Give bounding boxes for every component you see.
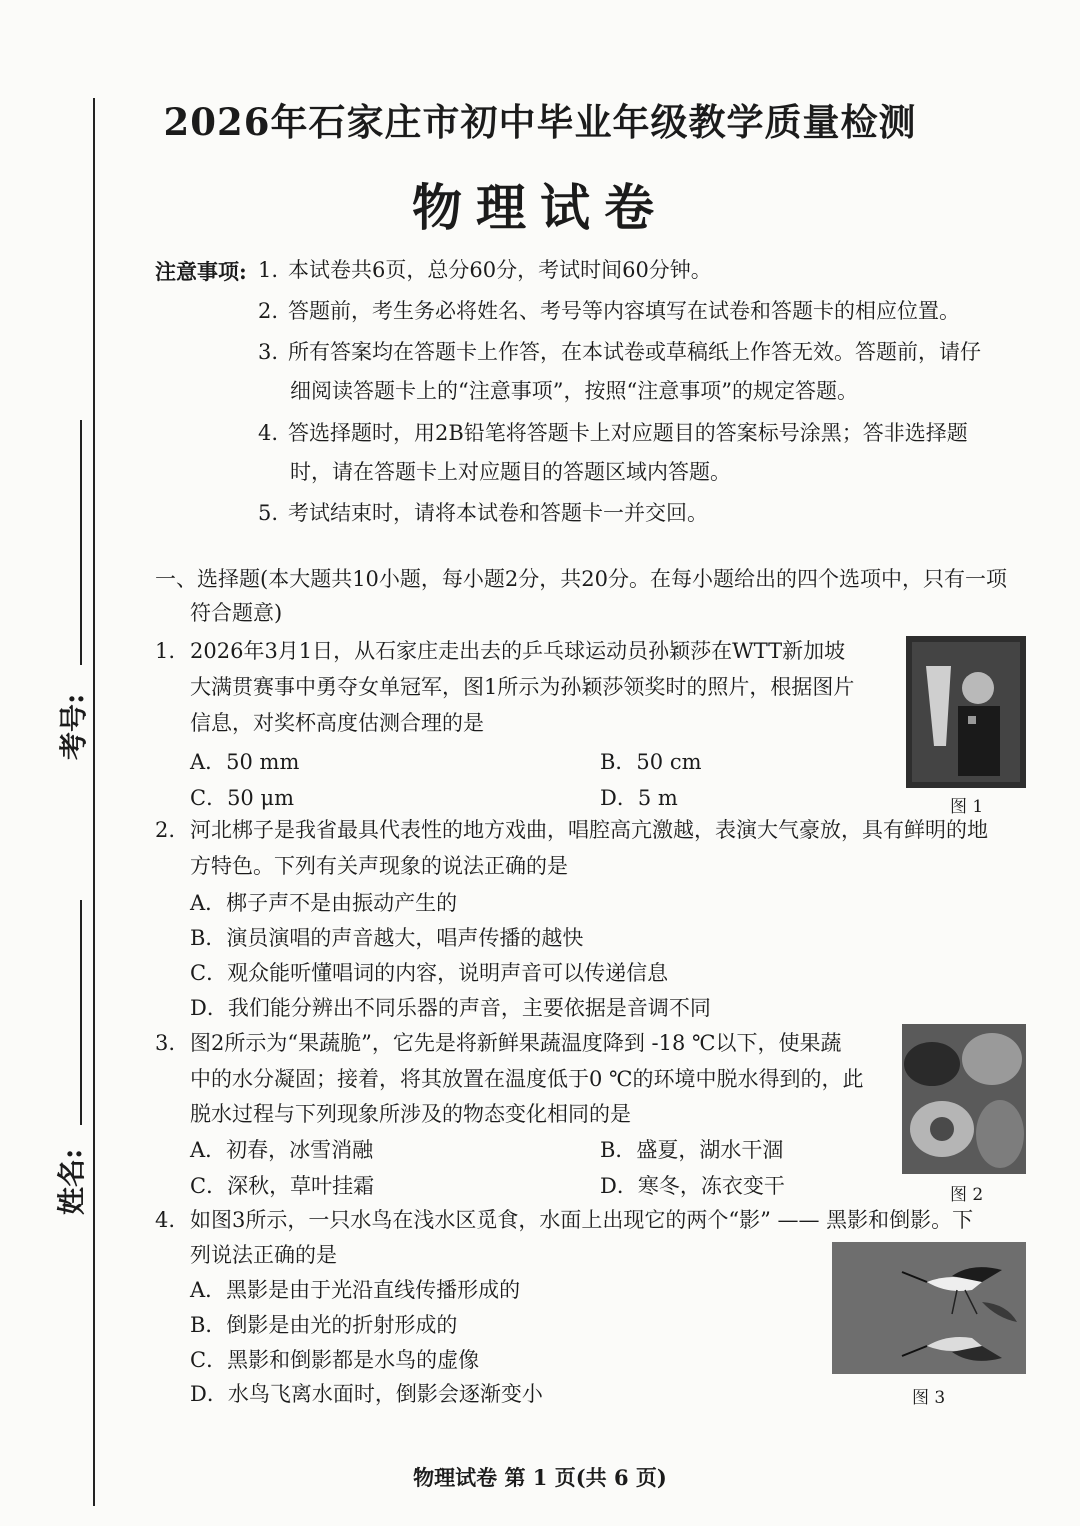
- q2-option-b: B．演员演唱的声音越大，唱声传播的越快: [190, 926, 584, 950]
- q3-line-3: 脱水过程与下列现象所涉及的物态变化相同的是: [190, 1102, 631, 1126]
- figure-1-caption: 图 1: [950, 797, 984, 817]
- note-item-3-cont: 细阅读答题卡上的“注意事项”，按照“注意事项”的规定答题。: [290, 379, 858, 403]
- q2-number: 2.: [155, 818, 176, 842]
- q1-line-3: 信息，对奖杯高度估测合理的是: [190, 711, 484, 735]
- q1-line-1: 2026年3月1日，从石家庄走出去的乒乓球运动员孙颖莎在WTT新加坡: [190, 639, 846, 663]
- note-item-4: 4. 答选择题时，用2B铅笔将答题卡上对应题目的答案标号涂黑；答非选择题: [258, 421, 968, 445]
- note-item-3: 3. 所有答案均在答题卡上作答，在本试卷或草稿纸上作答无效。答题前，请仔: [258, 340, 981, 364]
- name-underline: [80, 900, 82, 1125]
- q3-number: 3.: [155, 1031, 176, 1055]
- q4-option-d: D．水鸟飞离水面时，倒影会逐渐变小: [190, 1382, 543, 1406]
- q4-line-2: 列说法正确的是: [190, 1243, 337, 1267]
- section-heading-cont: 符合题意): [190, 601, 283, 625]
- q3-line-2: 中的水分凝固；接着，将其放置在温度低于0 ℃的环境中脱水得到的，此: [190, 1067, 864, 1091]
- q1-option-b: B．50 cm: [600, 750, 702, 774]
- q3-option-b: B．盛夏，湖水干涸: [600, 1138, 784, 1162]
- q3-line-1: 图2所示为“果蔬脆”，它先是将新鲜果蔬温度降到 -18 ℃以下，使果蔬: [190, 1031, 842, 1055]
- q1-option-d: D．5 m: [600, 786, 678, 810]
- q4-option-c: C．黑影和倒影都是水鸟的虚像: [190, 1348, 480, 1372]
- figure-2-caption: 图 2: [950, 1185, 984, 1205]
- q2-line-1: 河北梆子是我省最具代表性的地方戏曲，唱腔高亢激越，表演大气豪放，具有鲜明的地: [190, 818, 988, 842]
- q4-line-1: 如图3所示，一只水鸟在浅水区觅食，水面上出现它的两个“影” —— 黑影和倒影。下: [190, 1208, 974, 1232]
- q2-line-2: 方特色。下列有关声现象的说法正确的是: [190, 854, 568, 878]
- figure-1-photo: [906, 636, 1026, 788]
- q1-number: 1.: [155, 639, 176, 663]
- q3-option-d: D．寒冬，冻衣变干: [600, 1174, 785, 1198]
- q1-option-a: A．50 mm: [190, 750, 300, 774]
- note-item-1: 1. 本试卷共6页，总分60分，考试时间60分钟。: [258, 258, 712, 282]
- notes-label: 注意事项:: [155, 259, 247, 284]
- exam-no-label: 考号:: [57, 693, 90, 760]
- note-item-2: 2. 答题前，考生务必将姓名、考号等内容填写在试卷和答题卡的相应位置。: [258, 299, 960, 323]
- q1-option-c: C．50 μm: [190, 786, 295, 810]
- page-footer: 物理试卷 第 1 页(共 6 页): [413, 1465, 667, 1490]
- exam-subtitle: 物理试卷: [412, 178, 668, 237]
- note-item-5: 5. 考试结束时，请将本试卷和答题卡一并交回。: [258, 501, 708, 525]
- binding-line: [93, 98, 95, 1506]
- q2-option-d: D．我们能分辨出不同乐器的声音，主要依据是音调不同: [190, 996, 711, 1020]
- section-heading: 一、选择题(本大题共10小题，每小题2分，共20分。在每小题给出的四个选项中，只有一项: [155, 567, 1007, 591]
- name-label: 姓名:: [55, 1148, 88, 1215]
- exam-no-underline: [80, 420, 82, 665]
- q4-option-a: A．黑影是由于光沿直线传播形成的: [190, 1278, 521, 1302]
- note-item-4-cont: 时，请在答题卡上对应题目的答题区域内答题。: [290, 460, 731, 484]
- q2-option-c: C．观众能听懂唱词的内容，说明声音可以传递信息: [190, 961, 669, 985]
- q4-option-b: B．倒影是由光的折射形成的: [190, 1313, 458, 1337]
- exam-title: 2026年石家庄市初中毕业年级教学质量检测: [163, 100, 917, 144]
- q3-option-a: A．初春，冰雪消融: [190, 1138, 374, 1162]
- q4-number: 4.: [155, 1208, 176, 1232]
- q1-line-2: 大满贯赛事中勇夺女单冠军，图1所示为孙颖莎领奖时的照片，根据图片: [190, 675, 855, 699]
- q2-option-a: A．梆子声不是由振动产生的: [190, 891, 458, 915]
- figure-2-photo: [902, 1024, 1026, 1174]
- figure-3-caption: 图 3: [912, 1388, 946, 1408]
- q3-option-c: C．深秋，草叶挂霜: [190, 1174, 375, 1198]
- figure-3-photo: [832, 1242, 1026, 1374]
